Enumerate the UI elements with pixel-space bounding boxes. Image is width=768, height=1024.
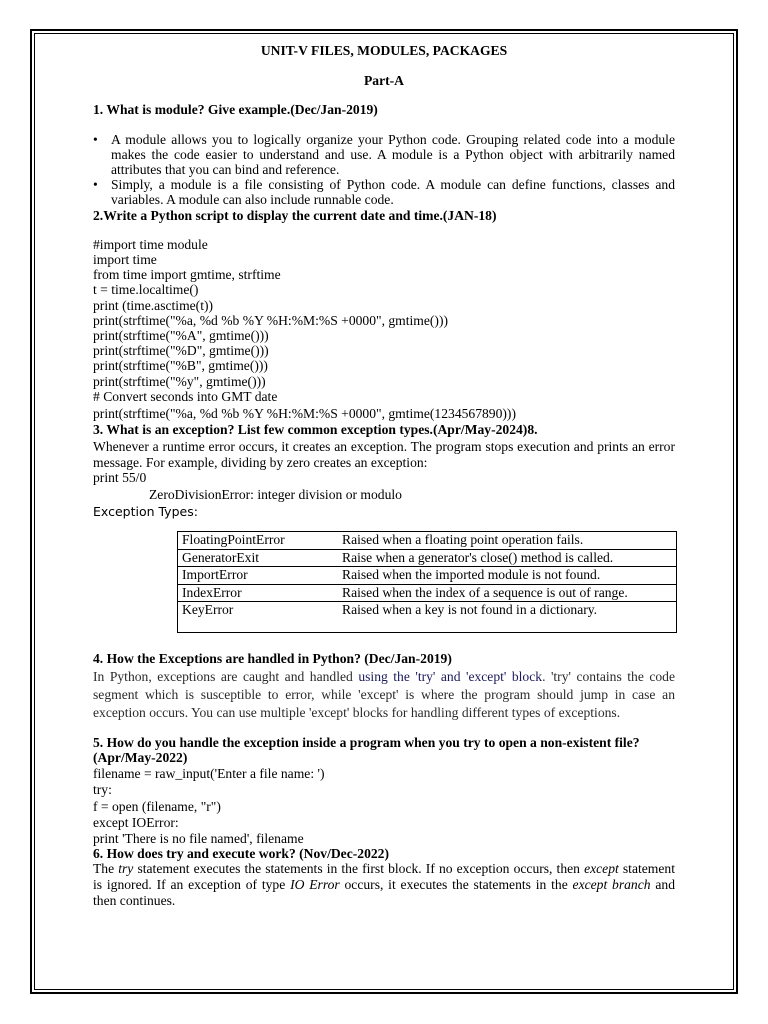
table-row	[178, 584, 677, 602]
exception-table	[177, 531, 677, 633]
exception-desc: Raise when a generator's close() method is called.	[338, 549, 677, 567]
unit-title: UNIT-V FILES, MODULES, PACKAGES	[260, 43, 508, 58]
q6-body: The try statement executes the statements in the first block. If no exception occurs, then except statement is ignored. If an exception of type IO Error occurs, it executes the statements in the except branch and then continues.	[93, 861, 675, 909]
exception-desc: Raised when the index of a sequence is out of range.	[338, 584, 677, 602]
code-line: #import time module	[93, 236, 208, 252]
table-row	[178, 567, 677, 585]
q3-error: ZeroDivisionError: integer division or modulo	[149, 487, 402, 503]
bullet-icon: •	[93, 131, 98, 147]
exception-types-label: Exception Types:	[93, 504, 198, 520]
code-line: print(strftime("%a, %d %b %Y %H:%M:%S +0000", gmtime(1234567890)))	[93, 406, 516, 422]
exception-name: KeyError	[182, 602, 234, 618]
q2-code	[93, 237, 675, 421]
q5-heading: 5. How do you handle the exception inside a program when you try to open a non-existent file? (Apr/May-2022)	[93, 734, 640, 765]
code-line: import time	[93, 252, 157, 268]
code-line: print (time.asctime(t))	[93, 297, 214, 313]
q5-code	[93, 766, 675, 846]
q6-heading: 6. How does try and execute work? (Nov/Dec-2022)	[93, 846, 389, 862]
exception-name: ImportError	[178, 567, 339, 585]
code-line: except IOError:	[93, 814, 179, 830]
table-row	[178, 602, 677, 633]
part-title: Part-A	[363, 73, 404, 89]
q3-body: Whenever a runtime error occurs, it creates an exception. The program stops execution and prints an error message. For example, dividing by zero creates an exception:	[93, 439, 675, 470]
code-line: t = time.localtime()	[93, 282, 199, 298]
exception-name: IndexError	[178, 584, 339, 602]
table-row	[178, 549, 677, 567]
code-line: print(strftime("%B", gmtime()))	[93, 358, 268, 374]
q1-heading: 1. What is module? Give example.(Dec/Jan-2019)	[93, 102, 378, 118]
bullet-icon: •	[93, 177, 98, 193]
exception-name: FloatingPointError	[178, 532, 339, 550]
exception-desc: Raised when the imported module is not found.	[338, 567, 677, 585]
code-line: try:	[93, 782, 112, 798]
code-line: print(strftime("%y", gmtime()))	[93, 373, 266, 389]
table-row	[178, 532, 677, 550]
code-line: from time import gmtime, strftime	[93, 267, 281, 283]
code-line: print(strftime("%D", gmtime()))	[93, 343, 269, 359]
exception-name: GeneratorExit	[178, 549, 339, 567]
exception-desc: Raised when a key is not found in a dictionary.	[342, 602, 598, 618]
document-body	[93, 42, 675, 909]
q4-body: In Python, exceptions are caught and handled using the 'try' and 'except' block. 'try' contains the code segment which is susceptible to error, while 'except' is where the program should jump in case an exception occurs. You can use multiple 'except' blocks for handling different types of exceptions.	[93, 668, 676, 720]
code-line: # Convert seconds into GMT date	[93, 388, 278, 404]
code-line: print(strftime("%a, %d %b %Y %H:%M:%S +0000", gmtime()))	[93, 312, 449, 328]
exception-desc: Raised when a floating point operation fails.	[338, 532, 677, 550]
q1-bullet-1: • A module allows you to logically organize your Python code. Grouping related code into a module makes the code easier to understand and use. A module is a Python object with arbitrarily named attributes that you can bind and reference.	[93, 131, 675, 178]
code-line: print(strftime("%A", gmtime()))	[93, 328, 269, 344]
q2-heading: 2.Write a Python script to display the current date and time.(JAN-18)	[93, 207, 497, 223]
q1-bullet-2: • Simply, a module is a file consisting of Python code. A module can define functions, classes and variables. A module can also include runnable code.	[93, 177, 675, 208]
code-line: f = open (filename, "r")	[93, 798, 221, 814]
code-line: print 'There is no file named', filename	[93, 830, 304, 846]
q1-bullets	[93, 132, 675, 208]
code-line: filename = raw_input('Enter a file name: ')	[93, 766, 325, 782]
q4-heading: 4. How the Exceptions are handled in Python? (Dec/Jan-2019)	[93, 651, 452, 667]
q3-code: print 55/0	[93, 469, 147, 485]
q3-heading: 3. What is an exception? List few common exception types.(Apr/May-2024)8.	[93, 422, 538, 438]
try-except-phrase: using the 'try' and 'except' block	[358, 668, 543, 684]
